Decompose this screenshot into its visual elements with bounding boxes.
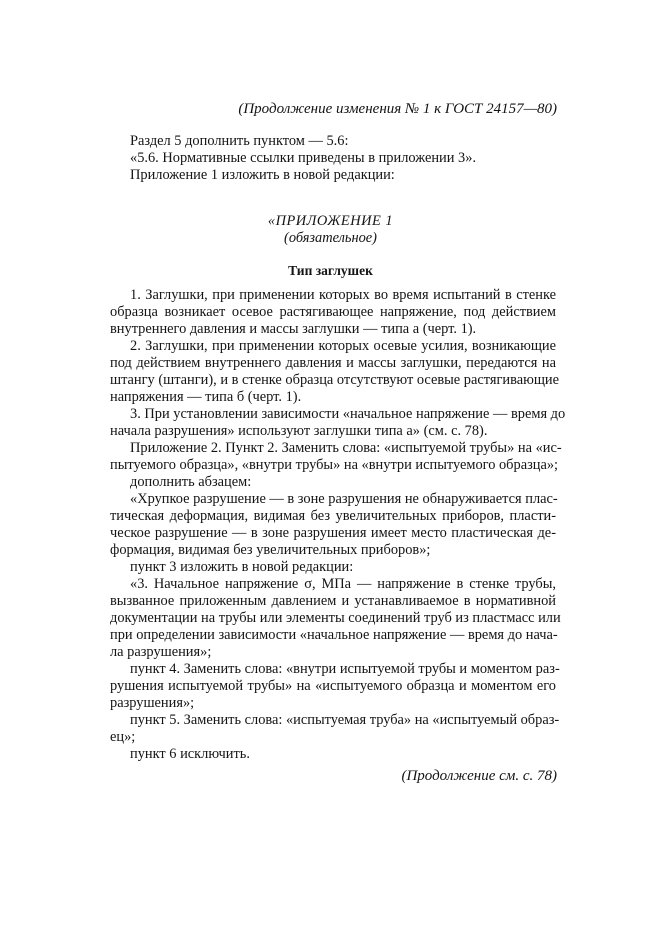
paragraph-line: 1. Заглушки, при применении которых во время испытаний в стенке xyxy=(130,287,556,303)
paragraph-line: внутреннего давления и массы заглушки — типа а (черт. 1). xyxy=(110,321,477,337)
paragraph-line: штангу (штанги), и в стенке образца отсутствуют осевые растягивающие xyxy=(110,372,559,388)
paragraph-line: пытуемого образца», «внутри трубы» на «внутри испытуемого образца»; xyxy=(110,457,559,473)
intro-line: «5.6. Нормативные ссылки приведены в приложении 3». xyxy=(130,150,477,166)
paragraph-line: пункт 5. Заменить слова: «испытуемая труба» на «испытуемый образ- xyxy=(130,712,560,728)
paragraph-line: разрушения»; xyxy=(110,695,195,711)
paragraph-line: документации на трубы или элементы соединений труб из пластмасс или xyxy=(110,610,561,626)
paragraph-line: формация, видимая без увеличительных приборов»; xyxy=(110,542,431,558)
paragraph-line: пункт 4. Заменить слова: «внутри испытуемой трубы и моментом раз- xyxy=(130,661,560,677)
paragraph-line: ческое разрушение — в зоне разрушения имеет место пластическая де- xyxy=(110,525,556,541)
paragraph-line: пункт 6 исключить. xyxy=(130,746,250,762)
paragraph-line: напряжения — типа б (черт. 1). xyxy=(110,389,302,405)
paragraph-line: при определении зависимости «начальное напряжение — время до нача- xyxy=(110,627,558,643)
paragraph-line: «3. Начальное напряжение σ, МПа — напряжение в стенке трубы, xyxy=(130,576,556,592)
intro-line: Раздел 5 дополнить пунктом — 5.6: xyxy=(130,133,349,149)
paragraph-line: «Хрупкое разрушение — в зоне разрушения не обнаруживается плас- xyxy=(130,491,558,507)
paragraph-line: пункт 3 изложить в новой редакции: xyxy=(130,559,354,575)
paragraph-line: тическая деформация, видимая без увеличительных приборов, пласти- xyxy=(110,508,556,524)
appendix-title: «ПРИЛОЖЕНИЕ 1 xyxy=(267,213,394,229)
paragraph-line: под действием внутреннего давления и массы заглушки, передаются на xyxy=(110,355,556,371)
appendix-subtitle: (обязательное) xyxy=(284,230,377,246)
paragraph-line: дополнить абзацем: xyxy=(130,474,252,490)
paragraph-line: рушения испытуемой трубы» на «испытуемого образца и моментом его xyxy=(110,678,556,694)
footer-continuation: (Продолжение см. с. 78) xyxy=(401,768,557,784)
paragraph-line: Приложение 2. Пункт 2. Заменить слова: «испытуемой трубы» на «ис- xyxy=(130,440,562,456)
paragraph-line: ла разрушения»; xyxy=(110,644,212,660)
intro-line: Приложение 1 изложить в новой редакции: xyxy=(130,167,395,183)
paragraph-line: образца возникает осевое растягивающее напряжение, под действием xyxy=(110,304,556,320)
paragraph-line: начала разрушения» используют заглушки типа а» (см. с. 78). xyxy=(110,423,488,439)
section-title: Тип заглушек xyxy=(288,263,373,278)
paragraph-line: 3. При установлении зависимости «начальное напряжение — время до xyxy=(130,406,566,422)
header-continuation: (Продолжение изменения № 1 к ГОСТ 24157—80) xyxy=(238,101,557,117)
paragraph-line: ец»; xyxy=(110,729,136,745)
paragraph-line: 2. Заглушки, при применении которых осевые усилия, возникающие xyxy=(130,338,556,354)
paragraph-line: вызванное приложенным давлением и устанавливаемое в нормативной xyxy=(110,593,556,609)
